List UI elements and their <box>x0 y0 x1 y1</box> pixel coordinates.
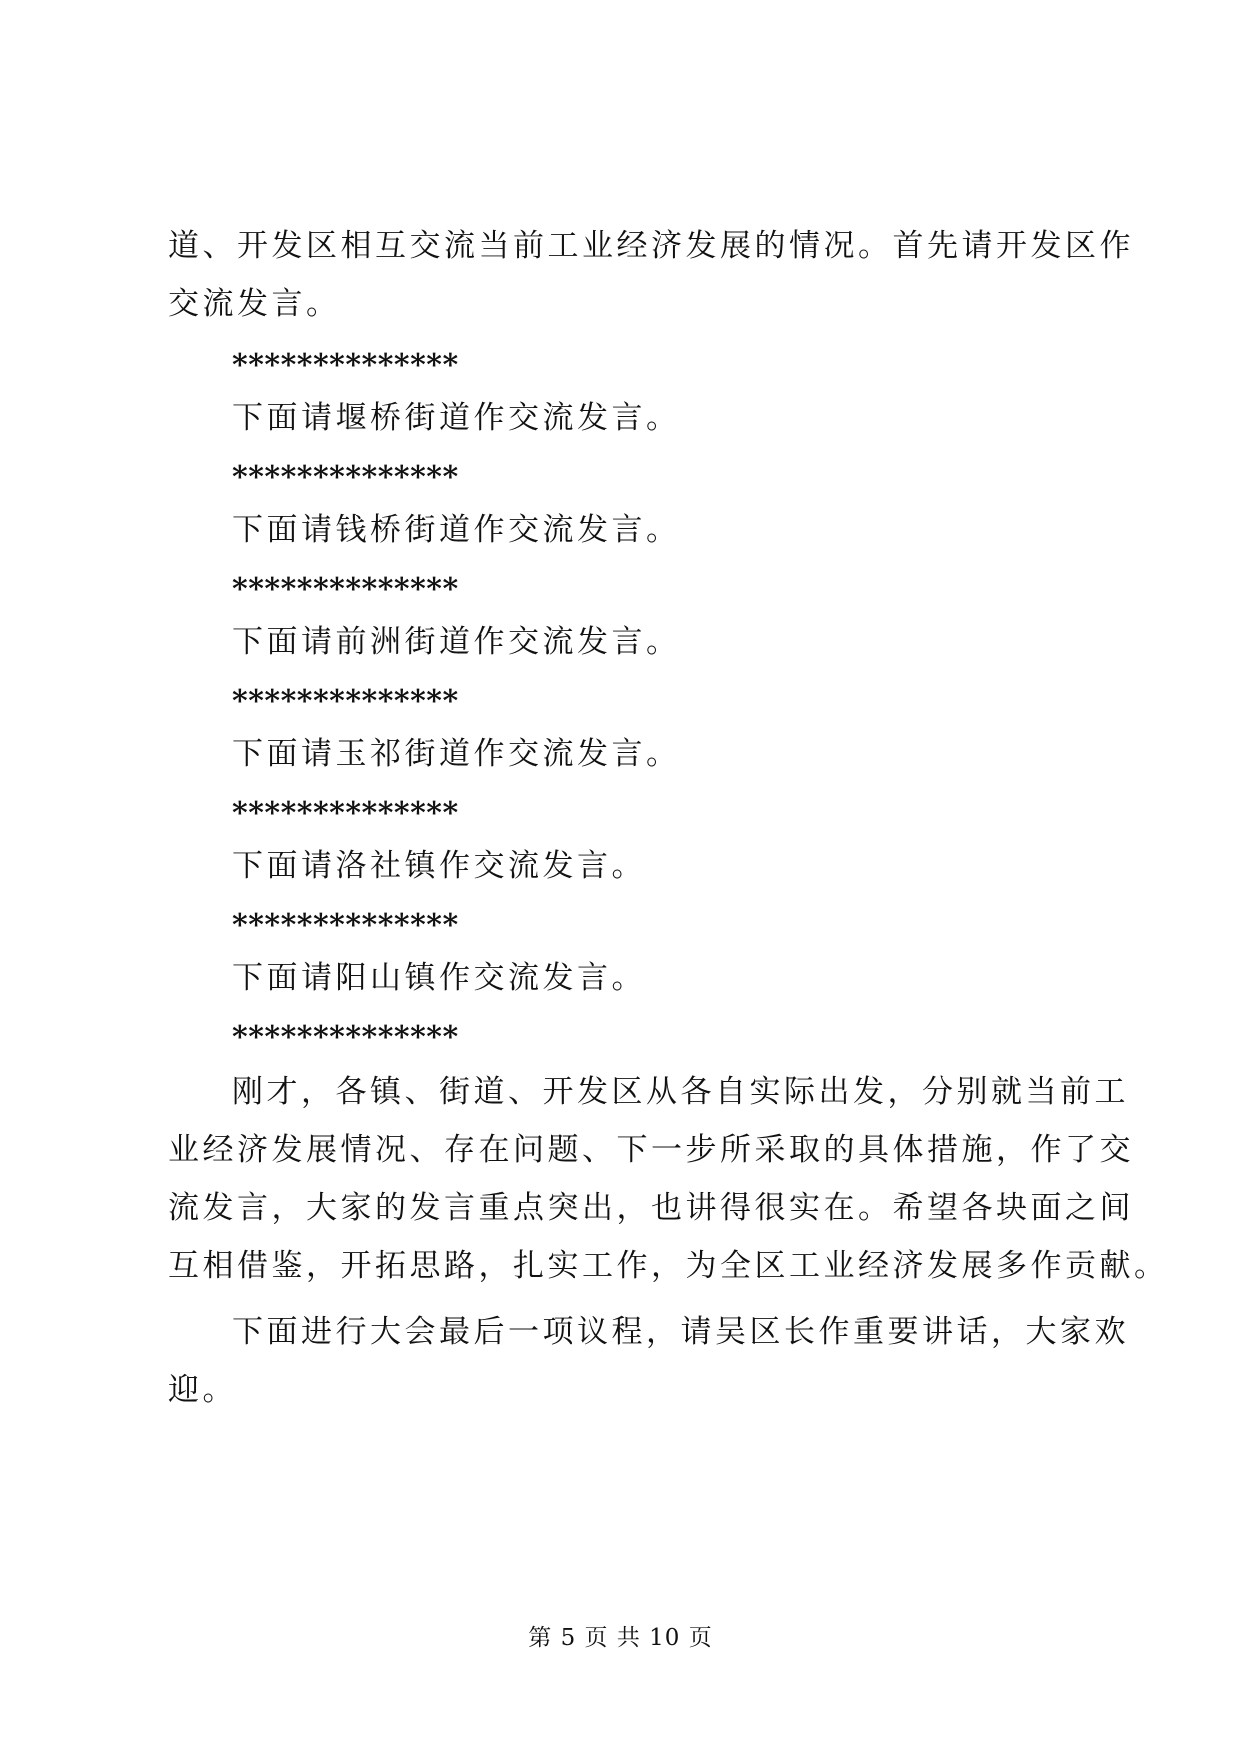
speaker-line: 下面请洛社镇作交流发言。 <box>232 848 646 884</box>
paragraph-line: 互相借鉴，开拓思路，扎实工作，为全区工业经济发展多作贡献。 <box>168 1248 1169 1284</box>
paragraph-line: 交流发言。 <box>168 286 341 322</box>
separator-stars: ************** <box>232 796 459 831</box>
speaker-line: 下面请玉祁街道作交流发言。 <box>232 736 681 772</box>
speaker-line: 下面请前洲街道作交流发言。 <box>232 624 681 660</box>
paragraph-line: 道、开发区相互交流当前工业经济发展的情况。首先请开发区作 <box>168 228 1134 264</box>
separator-stars: ************** <box>232 460 459 495</box>
paragraph-line: 刚才，各镇、街道、开发区从各自实际出发，分别就当前工 <box>232 1074 1129 1110</box>
paragraph-line: 业经济发展情况、存在问题、下一步所采取的具体措施，作了交 <box>168 1132 1134 1168</box>
separator-stars: ************** <box>232 348 459 383</box>
page-number-footer: 第 5 页 共 10 页 <box>528 1625 713 1651</box>
speaker-line: 下面请钱桥街道作交流发言。 <box>232 512 681 548</box>
paragraph-line: 下面进行大会最后一项议程，请吴区长作重要讲话，大家欢 <box>232 1314 1129 1350</box>
paragraph-line: 迎。 <box>168 1372 237 1408</box>
paragraph-line: 流发言，大家的发言重点突出，也讲得很实在。希望各块面之间 <box>168 1190 1134 1226</box>
separator-stars: ************** <box>232 908 459 943</box>
speaker-line: 下面请堰桥街道作交流发言。 <box>232 400 681 436</box>
separator-stars: ************** <box>232 1020 459 1055</box>
separator-stars: ************** <box>232 572 459 607</box>
speaker-line: 下面请阳山镇作交流发言。 <box>232 960 646 996</box>
separator-stars: ************** <box>232 684 459 719</box>
